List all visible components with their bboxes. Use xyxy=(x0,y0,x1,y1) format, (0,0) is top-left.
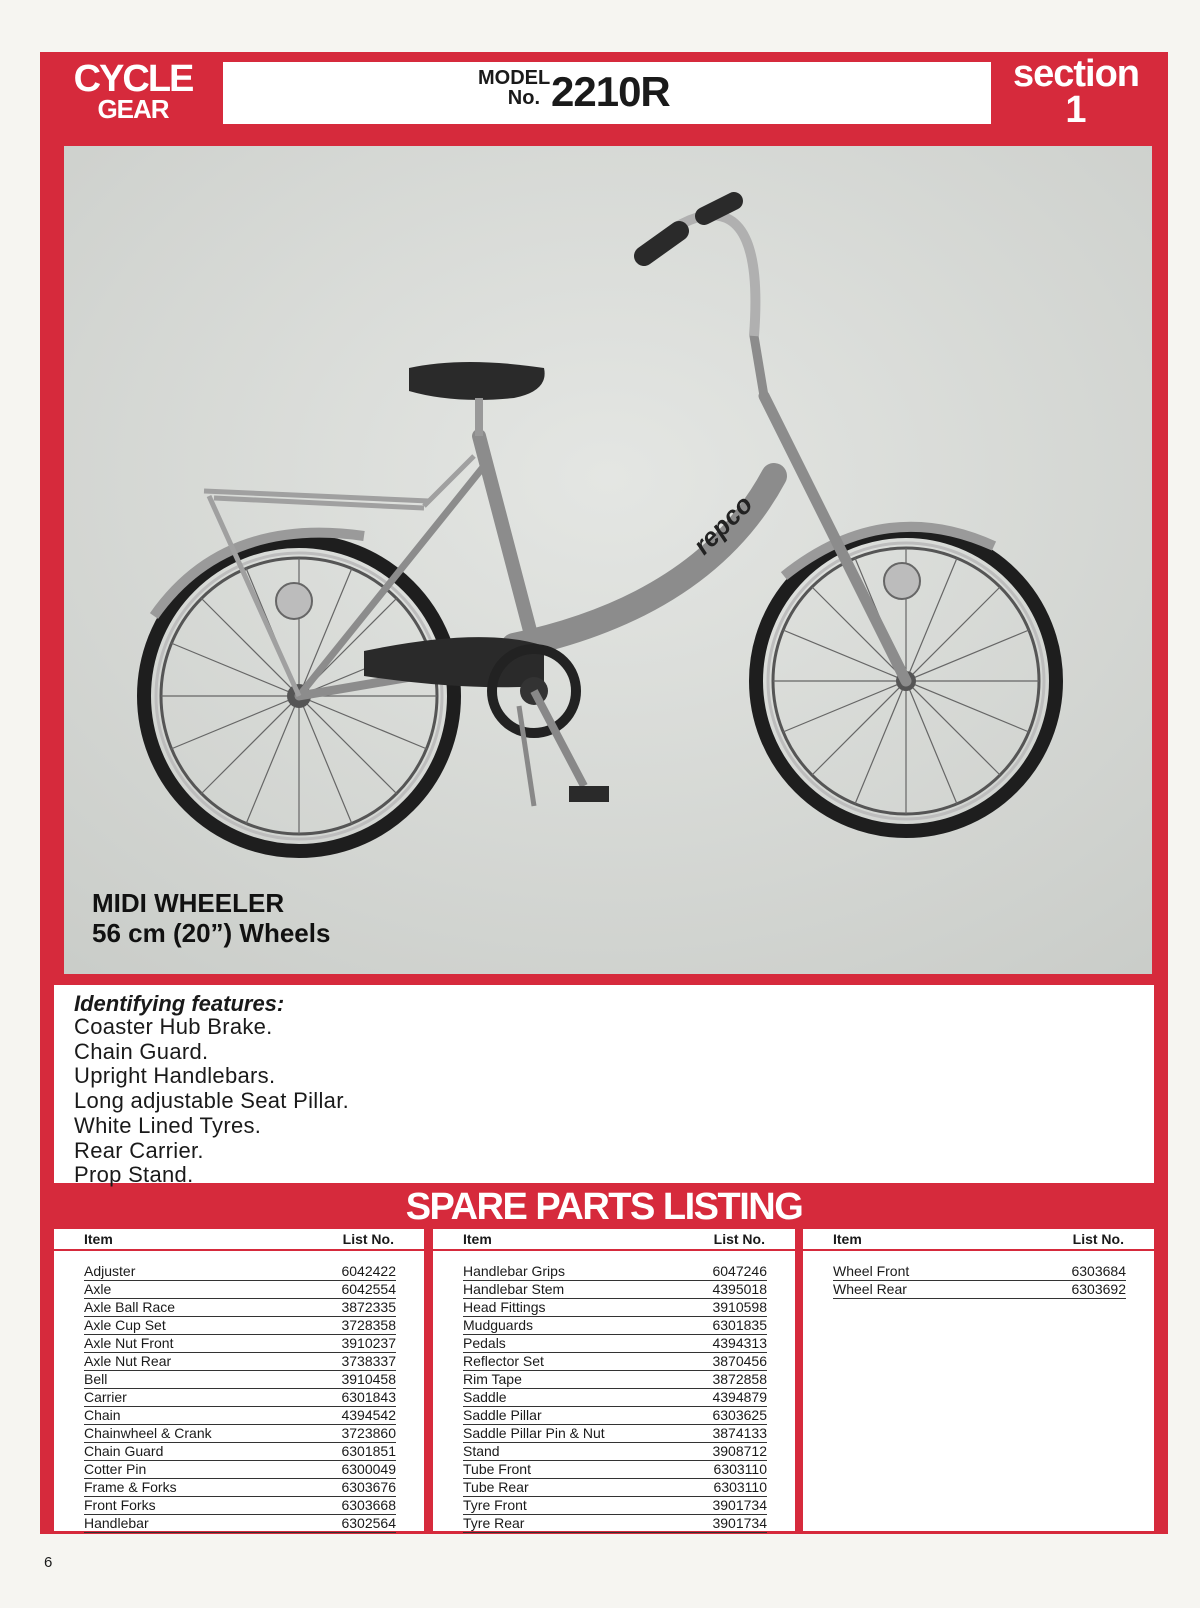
saddle-icon xyxy=(409,362,545,400)
parts-row xyxy=(463,1281,767,1299)
column-header-list-no: List No. xyxy=(713,1231,765,1247)
part-name: Mudguards xyxy=(463,1317,534,1333)
parts-row xyxy=(84,1353,396,1371)
parts-row xyxy=(84,1443,396,1461)
part-list-number: 6303110 xyxy=(713,1461,767,1477)
part-name: Axle Nut Front xyxy=(84,1335,174,1351)
column-header-list-no: List No. xyxy=(342,1231,394,1247)
bicycle-photo xyxy=(64,146,1152,974)
part-name: Chainwheel & Crank xyxy=(84,1425,212,1441)
model-number-box xyxy=(223,62,991,124)
feature-item: Upright Handlebars. xyxy=(74,1063,276,1089)
part-name: Wheel Front xyxy=(833,1263,910,1279)
model-label-no: No. xyxy=(507,87,540,109)
part-name: Cotter Pin xyxy=(84,1461,147,1477)
part-list-number: 4394879 xyxy=(712,1389,767,1405)
part-list-number: 6303110 xyxy=(713,1479,767,1495)
part-name: Saddle Pillar xyxy=(463,1407,542,1423)
caption-wheel-size: 56 cm (20”) Wheels xyxy=(92,918,331,948)
part-list-number: 4394542 xyxy=(341,1407,396,1423)
features-heading: Identifying features: xyxy=(74,991,285,1016)
parts-row xyxy=(84,1299,396,1317)
pedal-icon xyxy=(569,786,609,802)
feature-item: White Lined Tyres. xyxy=(74,1112,262,1138)
part-list-number: 3728358 xyxy=(341,1317,396,1333)
part-list-number: 3910598 xyxy=(712,1299,767,1315)
part-list-number: 6300049 xyxy=(341,1461,396,1477)
features-list xyxy=(74,1015,349,1188)
cycle-gear-logo xyxy=(58,60,208,130)
parts-rows xyxy=(463,1263,767,1533)
part-name: Chain Guard xyxy=(84,1443,164,1459)
column-header-list-no: List No. xyxy=(1072,1231,1124,1247)
parts-row xyxy=(833,1263,1126,1281)
part-name: Axle Cup Set xyxy=(84,1317,166,1333)
part-name: Saddle xyxy=(463,1389,507,1405)
parts-row xyxy=(463,1497,767,1515)
part-name: Tyre Front xyxy=(463,1497,527,1513)
part-list-number: 3872858 xyxy=(712,1371,767,1387)
parts-row xyxy=(463,1371,767,1389)
part-name: Stand xyxy=(463,1443,500,1459)
section-label: section xyxy=(1012,53,1140,95)
model-label-word: MODEL xyxy=(478,67,551,89)
part-name: Handlebar Grips xyxy=(463,1263,565,1279)
parts-column-2 xyxy=(433,1229,795,1531)
parts-rows xyxy=(84,1263,396,1533)
parts-row xyxy=(84,1425,396,1443)
parts-row xyxy=(84,1461,396,1479)
part-list-number: 6301835 xyxy=(712,1317,767,1333)
parts-column-header xyxy=(803,1229,1154,1251)
part-name: Handlebar xyxy=(84,1515,149,1531)
parts-row xyxy=(84,1317,396,1335)
part-list-number: 3874133 xyxy=(712,1425,767,1441)
parts-row xyxy=(84,1497,396,1515)
parts-row xyxy=(84,1371,396,1389)
part-name: Reflector Set xyxy=(463,1353,544,1369)
feature-item: Long adjustable Seat Pillar. xyxy=(74,1088,350,1114)
parts-row xyxy=(84,1515,396,1533)
part-name: Carrier xyxy=(84,1389,127,1405)
part-list-number: 6302564 xyxy=(341,1515,396,1531)
parts-row xyxy=(833,1281,1126,1299)
part-name: Tyre Rear xyxy=(463,1515,525,1531)
feature-item: Chain Guard. xyxy=(74,1038,209,1064)
parts-row xyxy=(84,1281,396,1299)
parts-column-3 xyxy=(803,1229,1154,1531)
part-name: Adjuster xyxy=(84,1263,136,1279)
part-name: Frame & Forks xyxy=(84,1479,177,1495)
section-number: 1 xyxy=(1065,89,1087,131)
part-list-number: 3872335 xyxy=(341,1299,396,1315)
parts-row xyxy=(463,1335,767,1353)
part-list-number: 6301843 xyxy=(341,1389,396,1405)
parts-row xyxy=(463,1389,767,1407)
caption-model-name: MIDI WHEELER xyxy=(92,888,285,918)
parts-row xyxy=(463,1317,767,1335)
spare-parts-title: SPARE PARTS LISTING xyxy=(405,1186,803,1228)
parts-row xyxy=(463,1479,767,1497)
column-header-item: Item xyxy=(833,1231,862,1247)
parts-row xyxy=(463,1263,767,1281)
part-name: Saddle Pillar Pin & Nut xyxy=(463,1425,605,1441)
identifying-features-panel xyxy=(54,985,1154,1188)
model-number: 2210R xyxy=(551,68,670,115)
parts-column-1 xyxy=(54,1229,424,1531)
part-list-number: 4394313 xyxy=(712,1335,767,1351)
parts-row xyxy=(463,1353,767,1371)
part-name: Pedals xyxy=(463,1335,506,1351)
part-list-number: 3910458 xyxy=(341,1371,396,1387)
part-name: Axle Ball Race xyxy=(84,1299,176,1315)
part-name: Handlebar Stem xyxy=(463,1281,565,1297)
parts-row xyxy=(463,1515,767,1533)
parts-row xyxy=(463,1299,767,1317)
part-list-number: 3901734 xyxy=(712,1497,767,1513)
reflector-icon xyxy=(276,583,312,619)
part-list-number: 6303676 xyxy=(341,1479,396,1495)
parts-row xyxy=(463,1443,767,1461)
parts-row xyxy=(84,1389,396,1407)
photo-caption xyxy=(92,888,330,948)
part-name: Front Forks xyxy=(84,1497,156,1513)
part-name: Chain xyxy=(84,1407,121,1423)
parts-column-header xyxy=(433,1229,795,1251)
part-name: Head Fittings xyxy=(463,1299,546,1315)
part-name: Axle Nut Rear xyxy=(84,1353,172,1369)
parts-row xyxy=(463,1425,767,1443)
part-list-number: 6303684 xyxy=(1071,1263,1126,1279)
part-list-number: 6047246 xyxy=(712,1263,767,1279)
part-list-number: 3723860 xyxy=(341,1425,396,1441)
part-list-number: 6042422 xyxy=(341,1263,396,1279)
parts-row xyxy=(463,1461,767,1479)
part-list-number: 3738337 xyxy=(341,1353,396,1369)
part-name: Bell xyxy=(84,1371,108,1387)
logo-line-2: GEAR xyxy=(97,94,169,124)
feature-item: Coaster Hub Brake. xyxy=(74,1014,273,1039)
feature-item: Prop Stand. xyxy=(74,1162,194,1188)
part-list-number: 4395018 xyxy=(712,1281,767,1297)
frame-brand-text: repco xyxy=(687,488,759,561)
parts-row xyxy=(84,1407,396,1425)
part-name: Wheel Rear xyxy=(833,1281,907,1297)
model-label xyxy=(478,67,551,109)
part-list-number: 6303692 xyxy=(1071,1281,1126,1297)
part-list-number: 3870456 xyxy=(712,1353,767,1369)
part-name: Axle xyxy=(84,1281,112,1297)
part-list-number: 6042554 xyxy=(341,1281,396,1297)
part-name: Rim Tape xyxy=(463,1371,522,1387)
page-number: 6 xyxy=(44,1554,53,1571)
column-header-item: Item xyxy=(84,1231,113,1247)
part-list-number: 6303625 xyxy=(712,1407,767,1423)
bicycle-illustration xyxy=(64,146,1152,974)
part-name: Tube Rear xyxy=(463,1479,529,1495)
parts-row xyxy=(84,1479,396,1497)
logo-line-1: CYCLE xyxy=(73,58,193,100)
parts-rows xyxy=(833,1263,1126,1299)
parts-column-header xyxy=(54,1229,424,1251)
part-list-number: 3908712 xyxy=(712,1443,767,1459)
feature-item: Rear Carrier. xyxy=(74,1137,204,1163)
parts-row xyxy=(463,1407,767,1425)
section-marker xyxy=(996,53,1156,131)
part-list-number: 3910237 xyxy=(341,1335,396,1351)
parts-row xyxy=(84,1335,396,1353)
part-list-number: 6303668 xyxy=(341,1497,396,1513)
part-list-number: 6301851 xyxy=(341,1443,396,1459)
column-header-item: Item xyxy=(463,1231,492,1247)
part-list-number: 3901734 xyxy=(712,1515,767,1531)
parts-row xyxy=(84,1263,396,1281)
part-name: Tube Front xyxy=(463,1461,531,1477)
